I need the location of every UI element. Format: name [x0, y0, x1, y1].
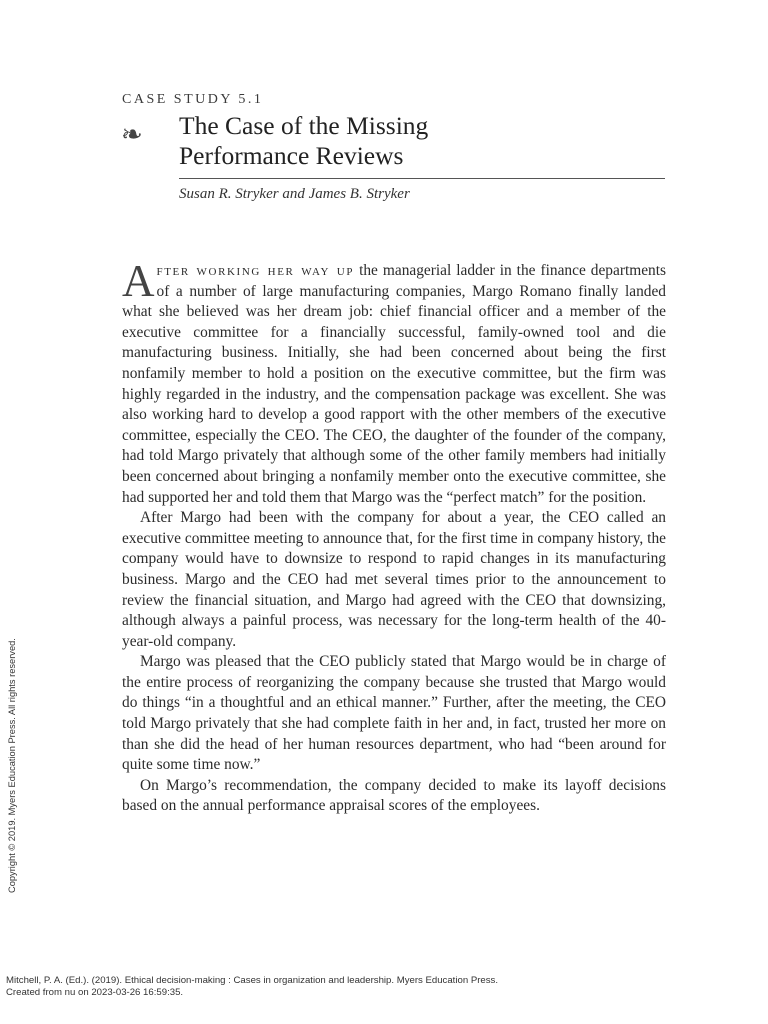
footer-created: Created from nu on 2023-03-26 16:59:35.	[6, 986, 184, 998]
drop-cap: A	[122, 256, 155, 306]
ornament-icon: ❧	[121, 120, 143, 149]
paragraph-1-text: the managerial ladder in the finance departments of a number of large manufacturing companies, Margo Romano finally landed what she believed was her dream job: chief financial officer and a member of the executive committee for a financially successful, family-owned tool and die manufacturing business. Initially, she had been concerned about being the first nonfamily member to hold a position on the executive committee, but the firm was highly regarded in the industry, and the compensation package was excellent. She was also working hard to develop a good rapport with the other members of the executive committee, especially the CEO. The CEO, the daughter of the founder of the company, had told Margo privately that although some of the other family members had initially been concerned about bringing a nonfamily member onto the executive committee, she had supported her and told them that Margo was the “perfect match” for the position.	[122, 262, 666, 506]
case-study-label: CASE STUDY 5.1	[122, 92, 264, 107]
copyright-sidebar: Copyright © 2019. Myers Education Press. All rights reserved.	[7, 638, 17, 893]
title-line-2: Performance Reviews	[179, 141, 404, 170]
title-divider	[179, 178, 665, 179]
page-title	[179, 111, 659, 171]
body-text	[122, 256, 666, 817]
title-line-1: The Case of the Missing	[179, 111, 429, 140]
paragraph-3: Margo was pleased that the CEO publicly stated that Margo would be in charge of the entire process of reorganizing the company because she trusted that Margo would do things “in a thoughtful and an ethical manner.” Further, after the meeting, the CEO told Margo privately that she had complete faith in her and, in fact, trusted her more on than she did the head of her human resources department, who had “been around for quite some time now.”	[122, 653, 666, 774]
authors: Susan R. Stryker and James B. Stryker	[179, 186, 410, 202]
paragraph-1	[122, 256, 666, 508]
footer	[6, 975, 498, 998]
footer-citation: Mitchell, P. A. (Ed.). (2019). Ethical decision-making : Cases in organization and leadership. Myers Education Press.	[6, 975, 499, 986]
paragraph-4: On Margo’s recommendation, the company decided to make its layoff decisions based on the annual performance appraisal scores of the employees.	[122, 776, 666, 815]
lead-in-smallcaps: fter working her way up	[156, 262, 355, 279]
paragraph-2: After Margo had been with the company for about a year, the CEO called an executive committee meeting to announce that, for the first time in company history, the company would have to downsize to respond to rapid changes in its manufacturing business. Margo and the CEO had met several times prior to the announcement to review the financial situation, and Margo had agreed with the CEO that downsizing, although always a painful process, was necessary for the long-term health of the 40-year-old company.	[122, 509, 666, 650]
